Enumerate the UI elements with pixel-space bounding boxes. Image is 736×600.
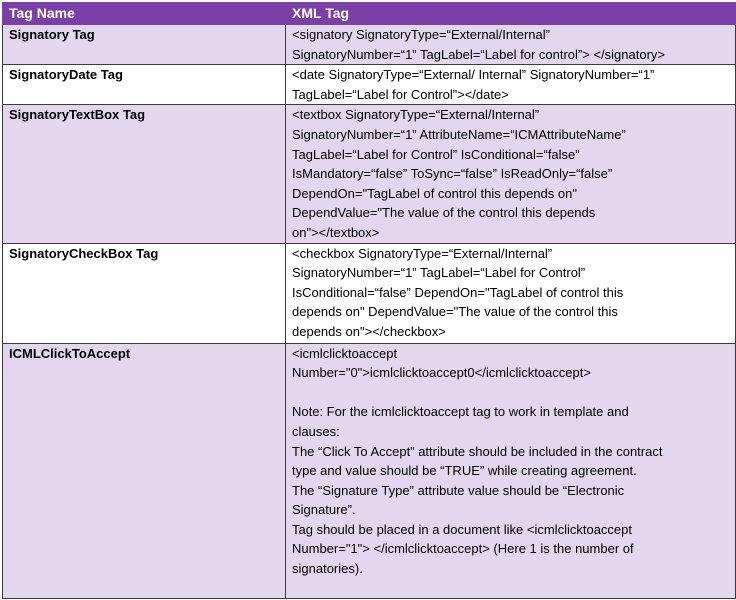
- table-row: [3, 243, 736, 343]
- tag-name-cell: SignatoryDate Tag: [3, 65, 286, 105]
- tag-name-cell: Signatory Tag: [3, 25, 286, 65]
- xml-tag-cell: <signatory SignatoryType=“External/Internal” SignatoryNumber=“1” TagLabel=“Label for control”> </signatory>: [286, 25, 736, 65]
- tag-name-cell: SignatoryTextBox Tag: [3, 105, 286, 243]
- tag-reference-table: [2, 2, 736, 599]
- tag-name-cell: SignatoryCheckBox Tag: [3, 243, 286, 343]
- xml-tag-cell: <date SignatoryType=“External/ Internal” SignatoryNumber=“1” TagLabel=“Label for Control”></date>: [286, 65, 736, 105]
- xml-tag-cell: <icmlclicktoaccept Number="0">icmlclicktoaccept0</icmlclicktoaccept> Note: For the icmlclicktoaccept tag to work in template and clauses: The “Click To Accept” attribute should be included in the contract type and value should be “TRUE” while creating agreement. The “Signature Type” attribute value should be “Electronic Signature”. Tag should be placed in a document like <icmlclicktoaccept Number="1"> </icmlclicktoaccept> (Here 1 is the number of signatories).: [286, 343, 736, 598]
- header-xml-tag: XML Tag: [286, 3, 736, 25]
- xml-tag-cell: <checkbox SignatoryType=“External/Internal” SignatoryNumber=“1” TagLabel=“Label for Control” IsConditional=“false” DependOn="TagLabel of control this depends on" DependValue="The value of the control this depends on"></checkbox>: [286, 243, 736, 343]
- table-row: [3, 105, 736, 243]
- table-row: [3, 65, 736, 105]
- table-header-row: [3, 3, 736, 25]
- table-row: [3, 343, 736, 598]
- xml-tag-cell: <textbox SignatoryType=“External/Internal” SignatoryNumber=“1” AttributeName=“ICMAttributeName” TagLabel=“Label for Control” IsConditional=“false” IsMandatory=“false” ToSync=“false” IsReadOnly=“false” DependOn="TagLabel of control this depends on" DependValue="The value of the control this depends on"></textbox>: [286, 105, 736, 243]
- header-tag-name: Tag Name: [3, 3, 286, 25]
- tag-name-cell: ICMLClickToAccept: [3, 343, 286, 598]
- table-row: [3, 25, 736, 65]
